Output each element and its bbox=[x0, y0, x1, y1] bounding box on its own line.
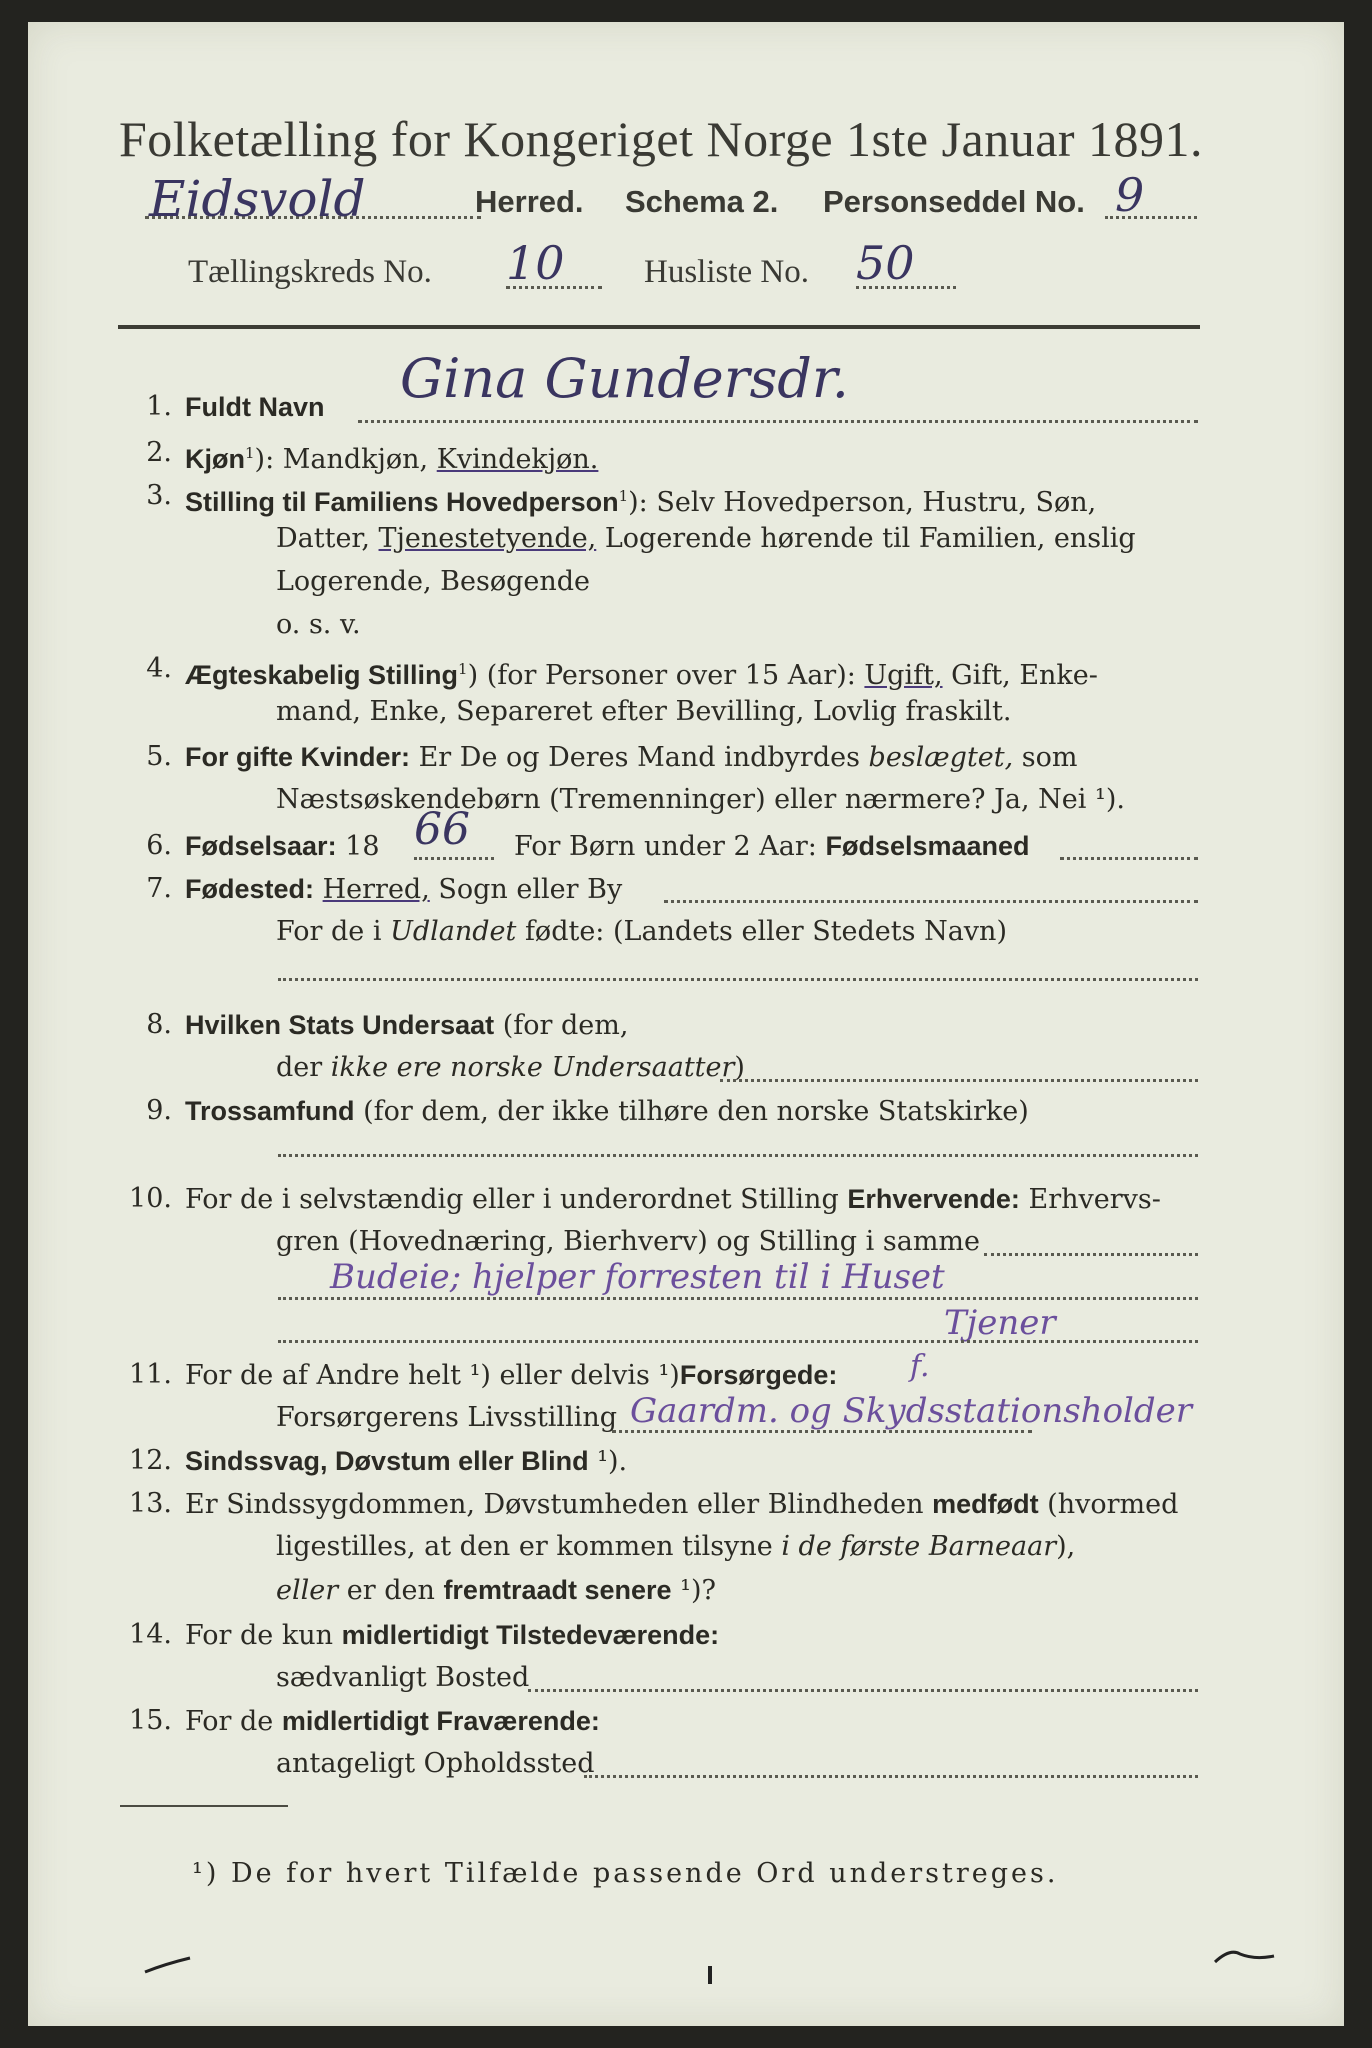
kreds-label: Tællingskreds No. bbox=[188, 254, 432, 290]
item-text: For de bbox=[185, 1706, 282, 1737]
footnote-divider bbox=[120, 1805, 288, 1807]
item-label: For gifte Kvinder: bbox=[185, 742, 411, 772]
item-text: mand, Enke, Separeret efter Bevilling, Lovlig fraskilt. bbox=[276, 696, 1012, 727]
item-number: 4. bbox=[146, 653, 172, 684]
item-label: Kjøn bbox=[185, 444, 245, 474]
form-title: Folketælling for Kongeriget Norge 1ste Januar 1891. bbox=[118, 111, 1204, 167]
item-label: Trossamfund bbox=[185, 1096, 355, 1126]
item-text: Udlandet bbox=[390, 916, 517, 947]
item-label: Hvilken Stats Undersaat bbox=[185, 1010, 495, 1040]
erhverv-leader-2 bbox=[278, 1297, 1198, 1300]
item-label: fremtraadt senere bbox=[443, 1575, 672, 1605]
item-label: Forsørgede: bbox=[679, 1360, 838, 1390]
husliste-value: 50 bbox=[856, 236, 915, 290]
pen-mark-left bbox=[140, 1950, 200, 1980]
birth-year-value: 66 bbox=[414, 804, 470, 855]
item-text: Er De og Deres Mand indbyrdes bbox=[410, 742, 869, 773]
footnote: ¹) De for hvert Tilfælde passende Ord understreges. bbox=[192, 1858, 1059, 1889]
item-text: ): Mandkjøn, bbox=[254, 444, 437, 475]
selected-option: Ugift, bbox=[864, 660, 943, 691]
month-leader bbox=[1060, 857, 1198, 860]
erhverv-leader-3 bbox=[278, 1340, 1198, 1343]
item-number: 6. bbox=[146, 830, 172, 861]
item-number: 10. bbox=[129, 1183, 172, 1214]
item-fodested bbox=[0, 872, 1316, 992]
forsorget-mark: f. bbox=[910, 1349, 930, 1384]
item-label: Fødested: bbox=[185, 874, 315, 904]
abroad-leader bbox=[278, 978, 1198, 981]
kreds-leader bbox=[506, 286, 602, 289]
item-erhverv bbox=[0, 1182, 1316, 1342]
item-label: midlertidigt Fraværende: bbox=[281, 1706, 600, 1736]
footnote-ref: 1 bbox=[245, 444, 255, 462]
personseddel-label: Personseddel No. bbox=[823, 184, 1085, 219]
item-text: Næstsøskendebørn (Tremenninger) eller nærmere? Ja, Nei ¹). bbox=[276, 784, 1125, 815]
item-text: som bbox=[1013, 742, 1078, 773]
item-aegteskab bbox=[0, 652, 1316, 732]
item-text: (hvormed bbox=[1038, 1489, 1179, 1520]
item-label: Fødselsmaaned bbox=[825, 831, 1030, 861]
item-gifte-kvinder bbox=[0, 740, 1316, 820]
footnote-ref: 1 bbox=[618, 487, 629, 505]
pen-mark-center bbox=[700, 1962, 720, 1992]
trossamfund-leader bbox=[278, 1154, 1198, 1157]
item-text: For de i bbox=[276, 916, 391, 947]
item-text: (for dem, der ikke tilhøre den norske Statskirke) bbox=[354, 1096, 1029, 1127]
item-text: 18 bbox=[336, 831, 380, 862]
personseddel-value: 9 bbox=[1115, 168, 1145, 222]
item-forsorgede bbox=[0, 1349, 1316, 1438]
item-number: 11. bbox=[129, 1359, 172, 1390]
item-text: For Børn under 2 Aar: bbox=[514, 831, 826, 862]
header-divider bbox=[118, 325, 1200, 329]
item-stilling bbox=[0, 479, 1316, 639]
item-text: Datter, bbox=[276, 523, 379, 554]
item-text: For de kun bbox=[185, 1620, 342, 1651]
item-label: Fuldt Navn bbox=[185, 392, 325, 422]
item-text: For de i selvstændig eller i underordnet Stilling bbox=[185, 1184, 848, 1215]
year-leader bbox=[414, 857, 494, 860]
provider-occupation-value: Gaardm. og Skydsstationsholder bbox=[630, 1391, 1193, 1431]
item-text: (for dem, bbox=[494, 1010, 629, 1041]
item-trossamfund bbox=[0, 1094, 1316, 1174]
item-number: 9. bbox=[146, 1095, 172, 1126]
occupation-value-2: Tjener bbox=[944, 1303, 1056, 1343]
item-text: ¹). bbox=[588, 1446, 628, 1477]
item-text: ikke ere norske Undersaatter bbox=[330, 1052, 735, 1083]
item-label: Fødselsaar: bbox=[185, 831, 337, 861]
item-text: ) bbox=[734, 1052, 745, 1083]
undersaat-leader bbox=[720, 1079, 1198, 1082]
item-tilstedevaerende bbox=[0, 1618, 1316, 1698]
item-text: fødte: (Landets eller Stedets Navn) bbox=[516, 916, 1007, 947]
item-undersaat bbox=[0, 1008, 1316, 1088]
item-text: o. s. v. bbox=[276, 609, 361, 640]
herred-value: Eidsvold bbox=[149, 170, 366, 228]
occupation-value: Budeie; hjelper forresten til i Huset bbox=[330, 1257, 945, 1297]
item-text: ligestilles, at den er kommen tilsyne bbox=[276, 1531, 782, 1562]
name-leader bbox=[358, 420, 1198, 423]
item-label: Ægteskabelig Stilling bbox=[185, 660, 459, 690]
item-label: medfødt bbox=[932, 1489, 1039, 1519]
selected-option: Herred, bbox=[322, 874, 430, 905]
item-number: 15. bbox=[129, 1705, 172, 1736]
item-text: ), bbox=[1056, 1531, 1076, 1562]
schema-label: Schema 2. bbox=[625, 184, 779, 219]
item-label: midlertidigt Tilstedeværende: bbox=[341, 1620, 720, 1650]
item-number: 14. bbox=[129, 1619, 172, 1650]
selected-option: Tjenestetyende, bbox=[378, 523, 597, 554]
item-text: ): Selv Hovedperson, Hustru, Søn, bbox=[628, 487, 1097, 518]
kreds-line bbox=[188, 236, 1088, 298]
item-text: ) (for Personer over 15 Aar): bbox=[467, 660, 865, 691]
item-text: Logerende hørende til Familien, enslig bbox=[596, 523, 1136, 554]
item-text: For de af Andre helt ¹) eller delvis ¹) bbox=[185, 1360, 680, 1391]
item-text: Erhvervs- bbox=[1019, 1184, 1161, 1215]
item-number: 5. bbox=[146, 741, 172, 772]
pen-mark-right bbox=[1210, 1940, 1280, 1970]
selected-option: Kvindekjøn. bbox=[436, 444, 599, 475]
item-text: Er Sindssygdommen, Døvstumheden eller Blindheden bbox=[185, 1489, 933, 1520]
birthplace-leader bbox=[664, 900, 1198, 903]
item-number: 1. bbox=[146, 391, 172, 422]
item-text: Gift, Enke- bbox=[942, 660, 1098, 691]
footnote-ref: 1 bbox=[458, 660, 468, 678]
item-fravaerende bbox=[0, 1704, 1316, 1784]
item-text: Sogn eller By bbox=[429, 874, 623, 905]
forsorger-leader bbox=[612, 1430, 1032, 1433]
item-text: gren (Hovednæring, Bierhverv) og Stilling i samme bbox=[276, 1226, 981, 1257]
herred-label: Herred. bbox=[475, 184, 584, 219]
item-number: 7. bbox=[146, 873, 172, 904]
item-text: Logerende, Besøgende bbox=[276, 566, 590, 597]
item-text: i de første Barneaar bbox=[781, 1531, 1057, 1562]
item-number: 13. bbox=[129, 1488, 172, 1519]
bosted-leader bbox=[528, 1689, 1198, 1692]
husliste-leader bbox=[856, 286, 956, 289]
item-text: antageligt Opholdssted bbox=[276, 1748, 595, 1779]
item-text: beslægtet, bbox=[868, 742, 1014, 773]
herred-line bbox=[145, 168, 1200, 228]
item-number: 12. bbox=[129, 1445, 172, 1476]
item-text: sædvanligt Bosted bbox=[276, 1662, 530, 1693]
item-number: 3. bbox=[146, 480, 172, 511]
kreds-value: 10 bbox=[506, 236, 565, 290]
name-value: Gina Gundersdr. bbox=[400, 347, 849, 410]
item-text: eller bbox=[276, 1575, 339, 1606]
erhverv-leader-1 bbox=[984, 1253, 1198, 1256]
item-text: ¹)? bbox=[671, 1575, 716, 1606]
item-label: Erhvervende: bbox=[847, 1184, 1020, 1214]
item-medfodt bbox=[0, 1487, 1316, 1607]
husliste-label: Husliste No. bbox=[644, 254, 809, 290]
item-text: Forsørgerens Livsstilling bbox=[276, 1402, 618, 1433]
opholdssted-leader bbox=[584, 1775, 1198, 1778]
item-number: 8. bbox=[146, 1009, 172, 1040]
item-number: 2. bbox=[146, 437, 172, 468]
item-label: Stilling til Familiens Hovedperson bbox=[185, 487, 619, 517]
item-text: er den bbox=[338, 1575, 444, 1606]
item-label: Sindssvag, Døvstum eller Blind bbox=[185, 1446, 589, 1476]
item-text: der bbox=[276, 1052, 331, 1083]
